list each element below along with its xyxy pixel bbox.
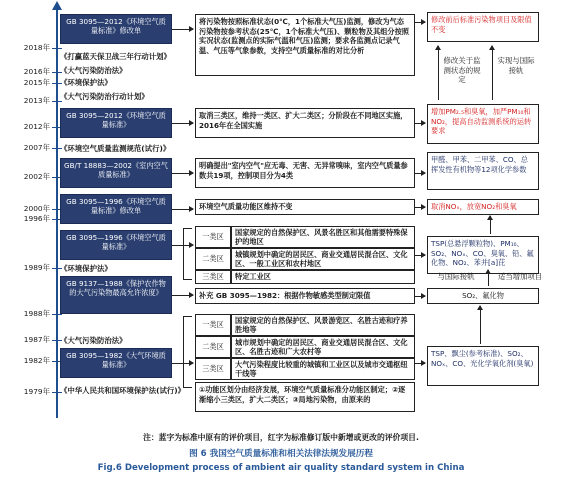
year-label: 2000年: [23, 204, 50, 213]
side-label-meteo: 修改关于监测状态的规定: [443, 56, 481, 84]
year-tick: [52, 48, 62, 49]
law-1989: 《环境保护法》: [60, 264, 112, 273]
pollutants-2018: 修改前后标准污染物项目及限值不变: [427, 12, 539, 42]
change-1988: 补充 GB 3095—1982：根据作物敏感类型制定限值: [195, 288, 415, 304]
connector-arrow: [415, 363, 425, 364]
year-label: 2007年: [23, 143, 50, 152]
law-1987: 《大气污染防治法》: [60, 336, 127, 345]
zone-description: 城镇规划中确定的居民区、商业交通居民混合区、文化区、一般工业区和农村地区: [231, 248, 415, 270]
connector-arrow: [172, 209, 193, 210]
side-label-intl: 实现与国际接轨: [497, 56, 535, 75]
zone-description: 大气污染程度比较重的城镇和工业区以及城市交通枢纽干线等: [231, 358, 415, 380]
connector-arrow: [415, 207, 425, 208]
year-tick: [52, 314, 62, 315]
zone-description: 国家规定的自然保护区、风景名胜区和其他需要特殊保护的地区: [231, 226, 415, 248]
side-label-add-pollutant: 适当增加项目: [497, 272, 543, 281]
connector-arrow: [415, 173, 425, 174]
connector-arrow: [172, 29, 193, 30]
figure-caption-en: Fig.6 Development process of ambient air quality standard system in China: [97, 463, 465, 473]
timeline-arrow-icon: [52, 1, 62, 10]
year-label: 2002年: [23, 172, 50, 181]
zone-tag: 三类区: [195, 270, 231, 284]
law-2013: 《大气污染防治行动计划》: [60, 92, 149, 101]
pollutants-1988: SO₂、氟化物: [427, 288, 539, 304]
year-label: 2013年: [23, 96, 50, 105]
standard-gbt18883-2002: GB/T 18883—2002《室内空气质量标准》: [60, 158, 172, 188]
change-2012: 取消三类区，维持一类区、扩大二类区；分阶段在不同地区实施，2016年在全国实施: [195, 108, 415, 138]
zone-tag: 一类区: [195, 314, 231, 336]
pollutants-1982: TSP、飘尘(参考标准)、SO₂、NOₓ、CO、光化学氧化剂(臭氧): [427, 346, 539, 386]
year-label: 1989年: [23, 263, 50, 272]
connector-arrow: [415, 255, 425, 256]
zone-tag: 二类区: [195, 336, 231, 358]
law-2018: 《打赢蓝天保卫战三年行动计划》: [60, 52, 171, 61]
law-2016: 《大气污染防治法》: [60, 66, 127, 75]
year-label: 2018年: [23, 43, 50, 52]
change-1982-note: ①功能区划分由经济发展，环境空气质量标准分功能区制定；②逐渐缩小三类区，扩大二类区；③局地污染物，由原来的: [195, 382, 415, 412]
law-2015: 《环境保护法》: [60, 78, 112, 87]
connector-arrow: [172, 295, 193, 296]
pollutants-2002: 甲醛、甲苯、二甲苯、CO、总挥发性有机物等12项化学参数: [427, 152, 539, 190]
connector-arrow: [415, 22, 425, 23]
pollutants-2000: 取消NOₓ，放宽NO₂和臭氧: [427, 199, 539, 215]
year-label: 1988年: [23, 309, 50, 318]
law-2007: 《环境空气质量监测规范(试行)》: [60, 144, 171, 153]
zone-description: 国家规定的自然保护区、风景游览区、名胜古迹和疗养胜地等: [231, 314, 415, 336]
caption-note: 注：蓝字为标准中原有的评价项目，红字为标准修订版中新增或更改的评价项目.: [143, 433, 419, 442]
pollutants-2012: 增加PM₂.₅和臭氧，加严PM₁₀和NO₂，提高自动监测系统的运转要求: [427, 104, 539, 144]
law-1979: 《中华人民共和国环境保护法(试行)》: [60, 386, 186, 395]
zone-bracket: [183, 228, 192, 280]
connector-arrow: [415, 296, 425, 297]
up-arrow-icon: [492, 46, 493, 100]
up-arrow-icon: [438, 46, 439, 100]
timeline-axis: [56, 8, 58, 418]
standard-gb9137-1988: GB 9137—1988《保护农作物的大气污染物最高允许浓度》: [60, 276, 172, 314]
standard-gb3095-2012: GB 3095—2012《环境空气质量标准》: [60, 108, 172, 138]
standard-gb3095-1996: GB 3095—1996《环境空气质量标准》: [60, 230, 172, 260]
zone-tag: 一类区: [195, 226, 231, 248]
zone-description: 特定工业区: [231, 270, 415, 284]
up-arrow-icon: [480, 306, 481, 344]
change-2002: 明确提出"室内空气"应无毒、无害、无异常嗅味，室内空气质量参数共19项，控制项目分为4类: [195, 158, 415, 188]
change-2000: 环境空气质量功能区维持不变: [195, 199, 415, 215]
change-2018: 将污染物按照标准状态(0℃，1个标准大气压)监测，修改为气态污染物按参考状态(25℃，1个标准大气压)、颗粒物及其组分按照实况状态(监测点的实际气温和气压)监测；要求各监测点记录气温、气压等气象参数，支持空气质量标准的对比分析: [195, 14, 415, 76]
standard-gb3095-2012-revision: GB 3095—2012《环境空气质量标准》修改单: [60, 14, 172, 44]
figure-caption-cn: 图 6 我国空气质量标准和相关法律法规发展历程: [189, 449, 373, 459]
connector-arrow: [172, 123, 193, 124]
zone-tag: 二类区: [195, 248, 231, 270]
year-label: 1996年: [23, 214, 50, 223]
up-arrow-icon: [490, 216, 491, 234]
year-label: 1987年: [23, 335, 50, 344]
connector-arrow: [172, 173, 193, 174]
year-label: 1982年: [23, 356, 50, 365]
year-label: 2012年: [23, 122, 50, 131]
year-label: 1979年: [23, 387, 50, 396]
side-label-intl-1988: 与国际接轨: [437, 272, 475, 281]
standard-gb3095-1996-revision: GB 3095—1996《环境空气质量标准》修改单: [60, 194, 172, 224]
zone-tag: 三类区: [195, 358, 231, 380]
connector-arrow: [415, 123, 425, 124]
up-arrow-icon: [488, 270, 489, 286]
zone-bracket: [183, 316, 192, 388]
pollutants-1996: TSP(总悬浮颗粒物)、PM₁₀、SO₂、NOₓ、CO、臭氧、铅、氟化物、NO₂、苯并[a]芘: [427, 236, 539, 274]
year-label: 2015年: [23, 78, 50, 87]
zone-description: 城市规划中确定的居民区、商业交通居民混合区、文化区、名胜古迹和广大农村等: [231, 336, 415, 358]
standard-gb3095-1982: GB 3095—1982《大气环境质量标准》: [60, 348, 172, 378]
year-label: 2016年: [23, 67, 50, 76]
year-tick: [52, 101, 62, 102]
